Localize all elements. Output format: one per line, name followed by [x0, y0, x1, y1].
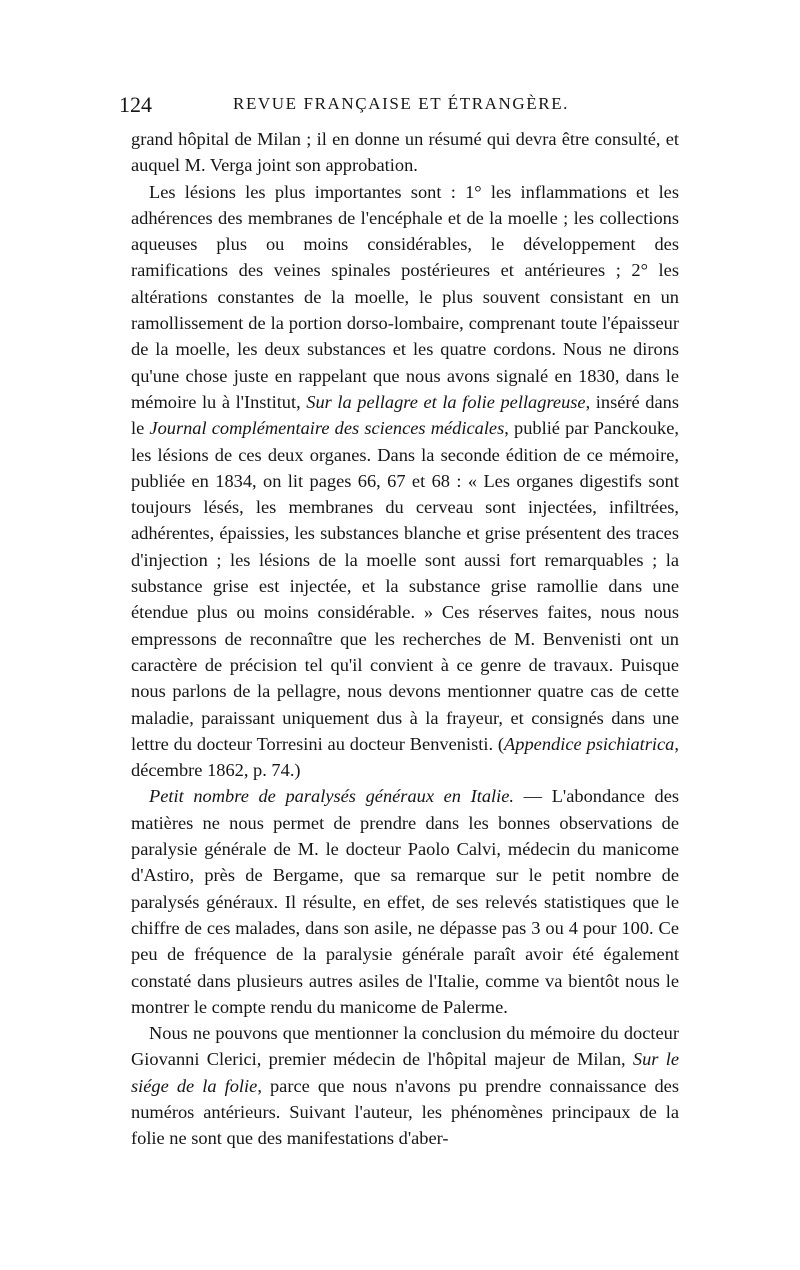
- body-text: [131, 126, 679, 1152]
- paragraph-clerici: Nous ne pouvons que mentionner la conclusion du mémoire du docteur Giovanni Clerici, premier médecin de l'hôpital majeur de Milan, Sur le siége de la folie, parce que nous n'avons pu prendre connaissance des numéros antérieurs. Suivant l'auteur, les phénomènes principaux de la folie ne sont que des manifestations d'aber-: [131, 1023, 680, 1149]
- work-title-pellagre: Sur la pellagre et la folie pellagreuse: [306, 391, 586, 412]
- paragraph-continuation: grand hôpital de Milan ; il en donne un résumé qui devra être consulté, et auquel M. Verga joint son approbation.: [131, 129, 679, 176]
- appendix-title: Appendice psichiatrica: [504, 733, 675, 754]
- paragraph-paralysis: Petit nombre de paralysés généraux en Italie. — L'abondance des matières ne nous permet de prendre dans les bonnes observations de paralysie générale de M. le docteur Paolo Calvi, médecin du manicome d'Astiro, près de Bergame, que sa remarque sur le petit nombre de paralysés généraux. Il résulte, en effet, de ses relevés statistiques que le chiffre de ces malades, dans son asile, ne dépasse pas 3 ou 4 pour 100. Ce peu de fréquence de la paralysie générale paraît avoir été également constaté dans plusieurs autres asiles de l'Italie, comme va bientôt nous le montrer le compte rendu du manicome de Palerme.: [131, 786, 680, 1017]
- running-head: [119, 84, 679, 118]
- journal-title-reference: Journal complémentaire des sciences médicales: [149, 418, 505, 439]
- book-page: [119, 84, 680, 1152]
- work-title-siege-folie: Sur le siége de la folie: [131, 1049, 679, 1096]
- journal-title: REVUE FRANÇAISE ET ÉTRANGÈRE.: [233, 94, 570, 113]
- paragraph-lesions: Les lésions les plus importantes sont : 1° les inflammations et les adhérences des membranes de l'encéphale et de la moelle ; les collections aqueuses plus ou moins considérables, le développement des ramifications des veines spinales postérieures et antérieures ; 2° les altérations constantes de la moelle, le plus souvent consistant en un ramollissement de la portion dorso-lombaire, comprenant toute l'épaisseur de la moelle, les deux substances et les quatre cordons. Nous ne dirons qu'une chose juste en rappelant que nous avons signalé en 1830, dans le mémoire lu à l'Institut, Sur la pellagre et la folie pellagreuse, inséré dans le Journal complémentaire des sciences médicales, publié par Panckouke, les lésions de ces deux organes. Dans la seconde édition de ce mémoire, publiée en 1834, on lit pages 66, 67 et 68 : « Les organes digestifs sont toujours lésés, les membranes du cerveau sont injectées, infiltrées, adhérentes, épaissies, les substances blanche et grise présentent des traces d'injection ; les lésions de la moelle sont aussi fort remarquables ; la substance grise est injectée, et la substance grise ramollie dans une étendue plus ou moins considérable. » Ces réserves faites, nous nous empressons de reconnaître que les recherches de M. Benvenisti ont un caractère de précision tel qu'il convient à ce genre de travaux. Puisque nous parlons de la pellagre, nous devons mentionner quatre cas de cette maladie, paraissant uniquement dus à la frayeur, et consignés dans une lettre du docteur Torresini au docteur Benvenisti. (Appendice psichiatrica, décembre 1862, p. 74.): [131, 181, 679, 781]
- page-number: 124: [119, 92, 152, 117]
- section-heading-paralysis: Petit nombre de paralysés généraux en Italie.: [149, 786, 515, 807]
